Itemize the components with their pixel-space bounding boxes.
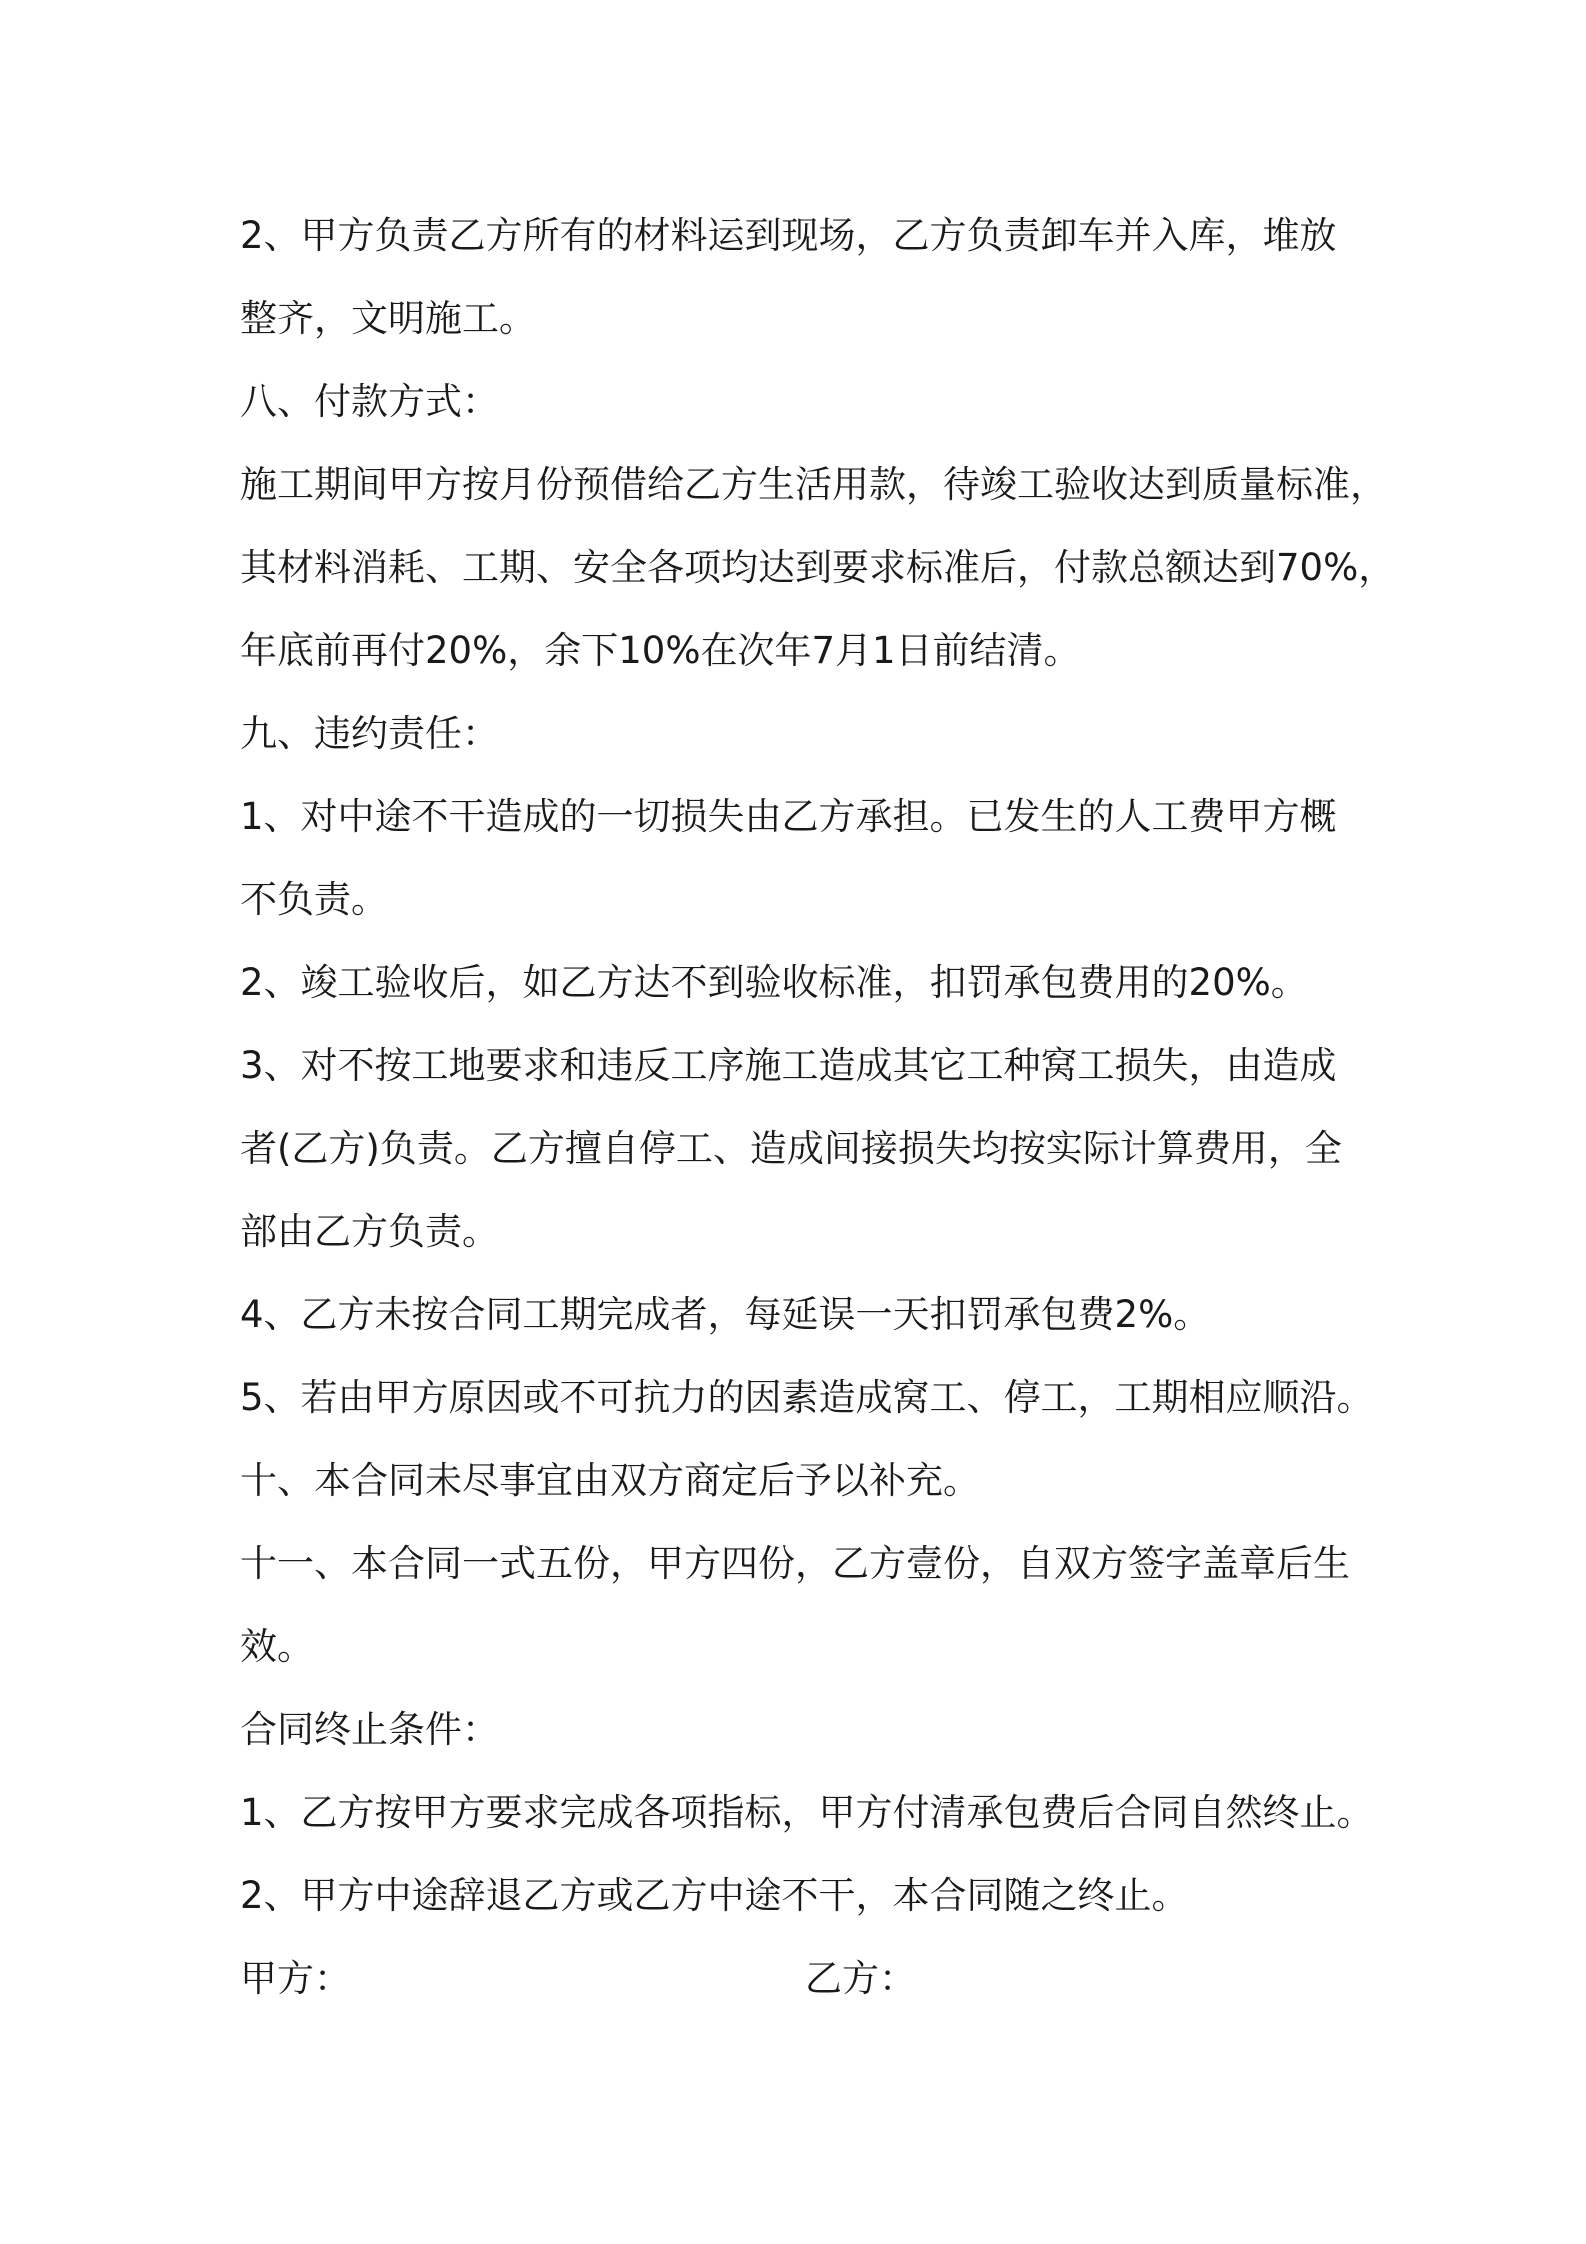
text-line: 不负责。 [240, 878, 388, 921]
text-line: 5、若由甲方原因或不可抗力的因素造成窝工、停工，工期相应顺沿。 [240, 1376, 1374, 1419]
section-heading: 合同终止条件： [240, 1708, 499, 1751]
text-line: 3、对不按工地要求和违反工序施工造成其它工种窝工损失，由造成 [240, 1044, 1337, 1087]
text-line: 4、乙方未按合同工期完成者，每延误一天扣罚承包费2%。 [240, 1293, 1211, 1336]
contract-text [240, 194, 1396, 1937]
text-line: 效。 [240, 1625, 314, 1668]
party-a-signature-label: 甲方： [240, 1957, 351, 2000]
text-line: 年底前再付20%，余下10%在次年7月1日前结清。 [240, 629, 1081, 672]
text-line: 十一、本合同一式五份，甲方四份，乙方壹份，自双方签字盖章后生 [240, 1542, 1350, 1585]
text-line: 2、甲方负责乙方所有的材料运到现场，乙方负责卸车并入库，堆放 [240, 214, 1337, 257]
text-line: 1、对中途不干造成的一切损失由乙方承担。已发生的人工费甲方概 [240, 795, 1337, 838]
text-line: 部由乙方负责。 [240, 1210, 499, 1253]
text-line: 整齐，文明施工。 [240, 297, 536, 340]
text-line: 2、甲方中途辞退乙方或乙方中途不干，本合同随之终止。 [240, 1874, 1189, 1917]
section-heading: 九、违约责任： [240, 712, 499, 755]
text-line: 2、竣工验收后，如乙方达不到验收标准，扣罚承包费用的20%。 [240, 961, 1308, 1004]
text-line: 其材料消耗、工期、安全各项均达到要求标准后，付款总额达到70%， [240, 546, 1396, 589]
text-line: 施工期间甲方按月份预借给乙方生活用款，待竣工验收达到质量标准， [240, 463, 1387, 506]
section-heading: 十、本合同未尽事宜由双方商定后予以补充。 [240, 1459, 980, 1502]
party-b-signature-label: 乙方： [805, 1957, 916, 2000]
document-page [240, 194, 1396, 2020]
section-heading: 八、付款方式： [240, 380, 499, 423]
text-line: 者(乙方)负责。乙方擅自停工、造成间接损失均按实际计算费用，全 [240, 1127, 1342, 1170]
signature-row [240, 1937, 1390, 2020]
text-line: 1、乙方按甲方要求完成各项指标，甲方付清承包费后合同自然终止。 [240, 1791, 1374, 1834]
